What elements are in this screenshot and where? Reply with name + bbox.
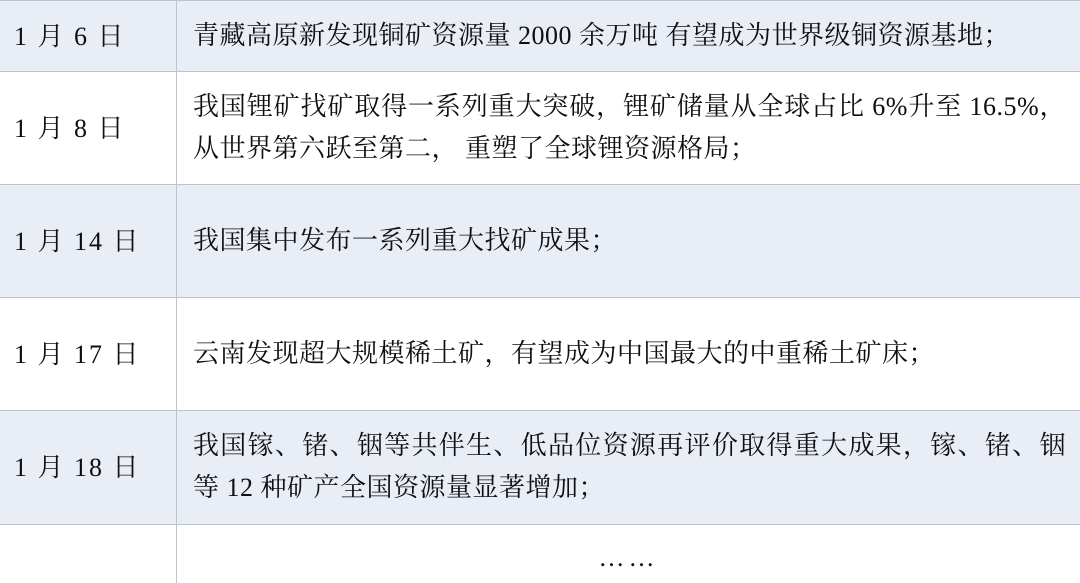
- event-text: 云南发现超大规模稀土矿，有望成为中国最大的中重稀土矿床；: [177, 298, 1080, 411]
- event-text: 我国镓、锗、铟等共伴生、低品位资源再评价取得重大成果，镓、锗、铟等 12 种矿产全国资源量显著增加；: [177, 411, 1080, 524]
- event-text: 我国集中发布一系列重大找矿成果；: [177, 185, 1080, 298]
- event-date: 1 月 8 日: [0, 72, 177, 185]
- table-top-rule: [0, 0, 1080, 1]
- ellipsis-date-cell: [0, 524, 177, 583]
- events-table-body: [0, 1, 1080, 583]
- event-date: 1 月 18 日: [0, 411, 177, 524]
- table-row: [0, 411, 1080, 524]
- table-row: [0, 72, 1080, 185]
- table-row: [0, 298, 1080, 411]
- event-date: 1 月 14 日: [0, 185, 177, 298]
- event-text: 青藏高原新发现铜矿资源量 2000 余万吨 有望成为世界级铜资源基地；: [177, 1, 1080, 72]
- event-date: 1 月 6 日: [0, 1, 177, 72]
- event-date: 1 月 17 日: [0, 298, 177, 411]
- event-text: 我国锂矿找矿取得一系列重大突破，锂矿储量从全球占比 6%升至 16.5%，从世界第六跃至第二， 重塑了全球锂资源格局；: [177, 72, 1080, 185]
- table-row: [0, 185, 1080, 298]
- table-row-ellipsis: [0, 524, 1080, 583]
- table-row: [0, 1, 1080, 72]
- ellipsis-text: ……: [177, 524, 1080, 583]
